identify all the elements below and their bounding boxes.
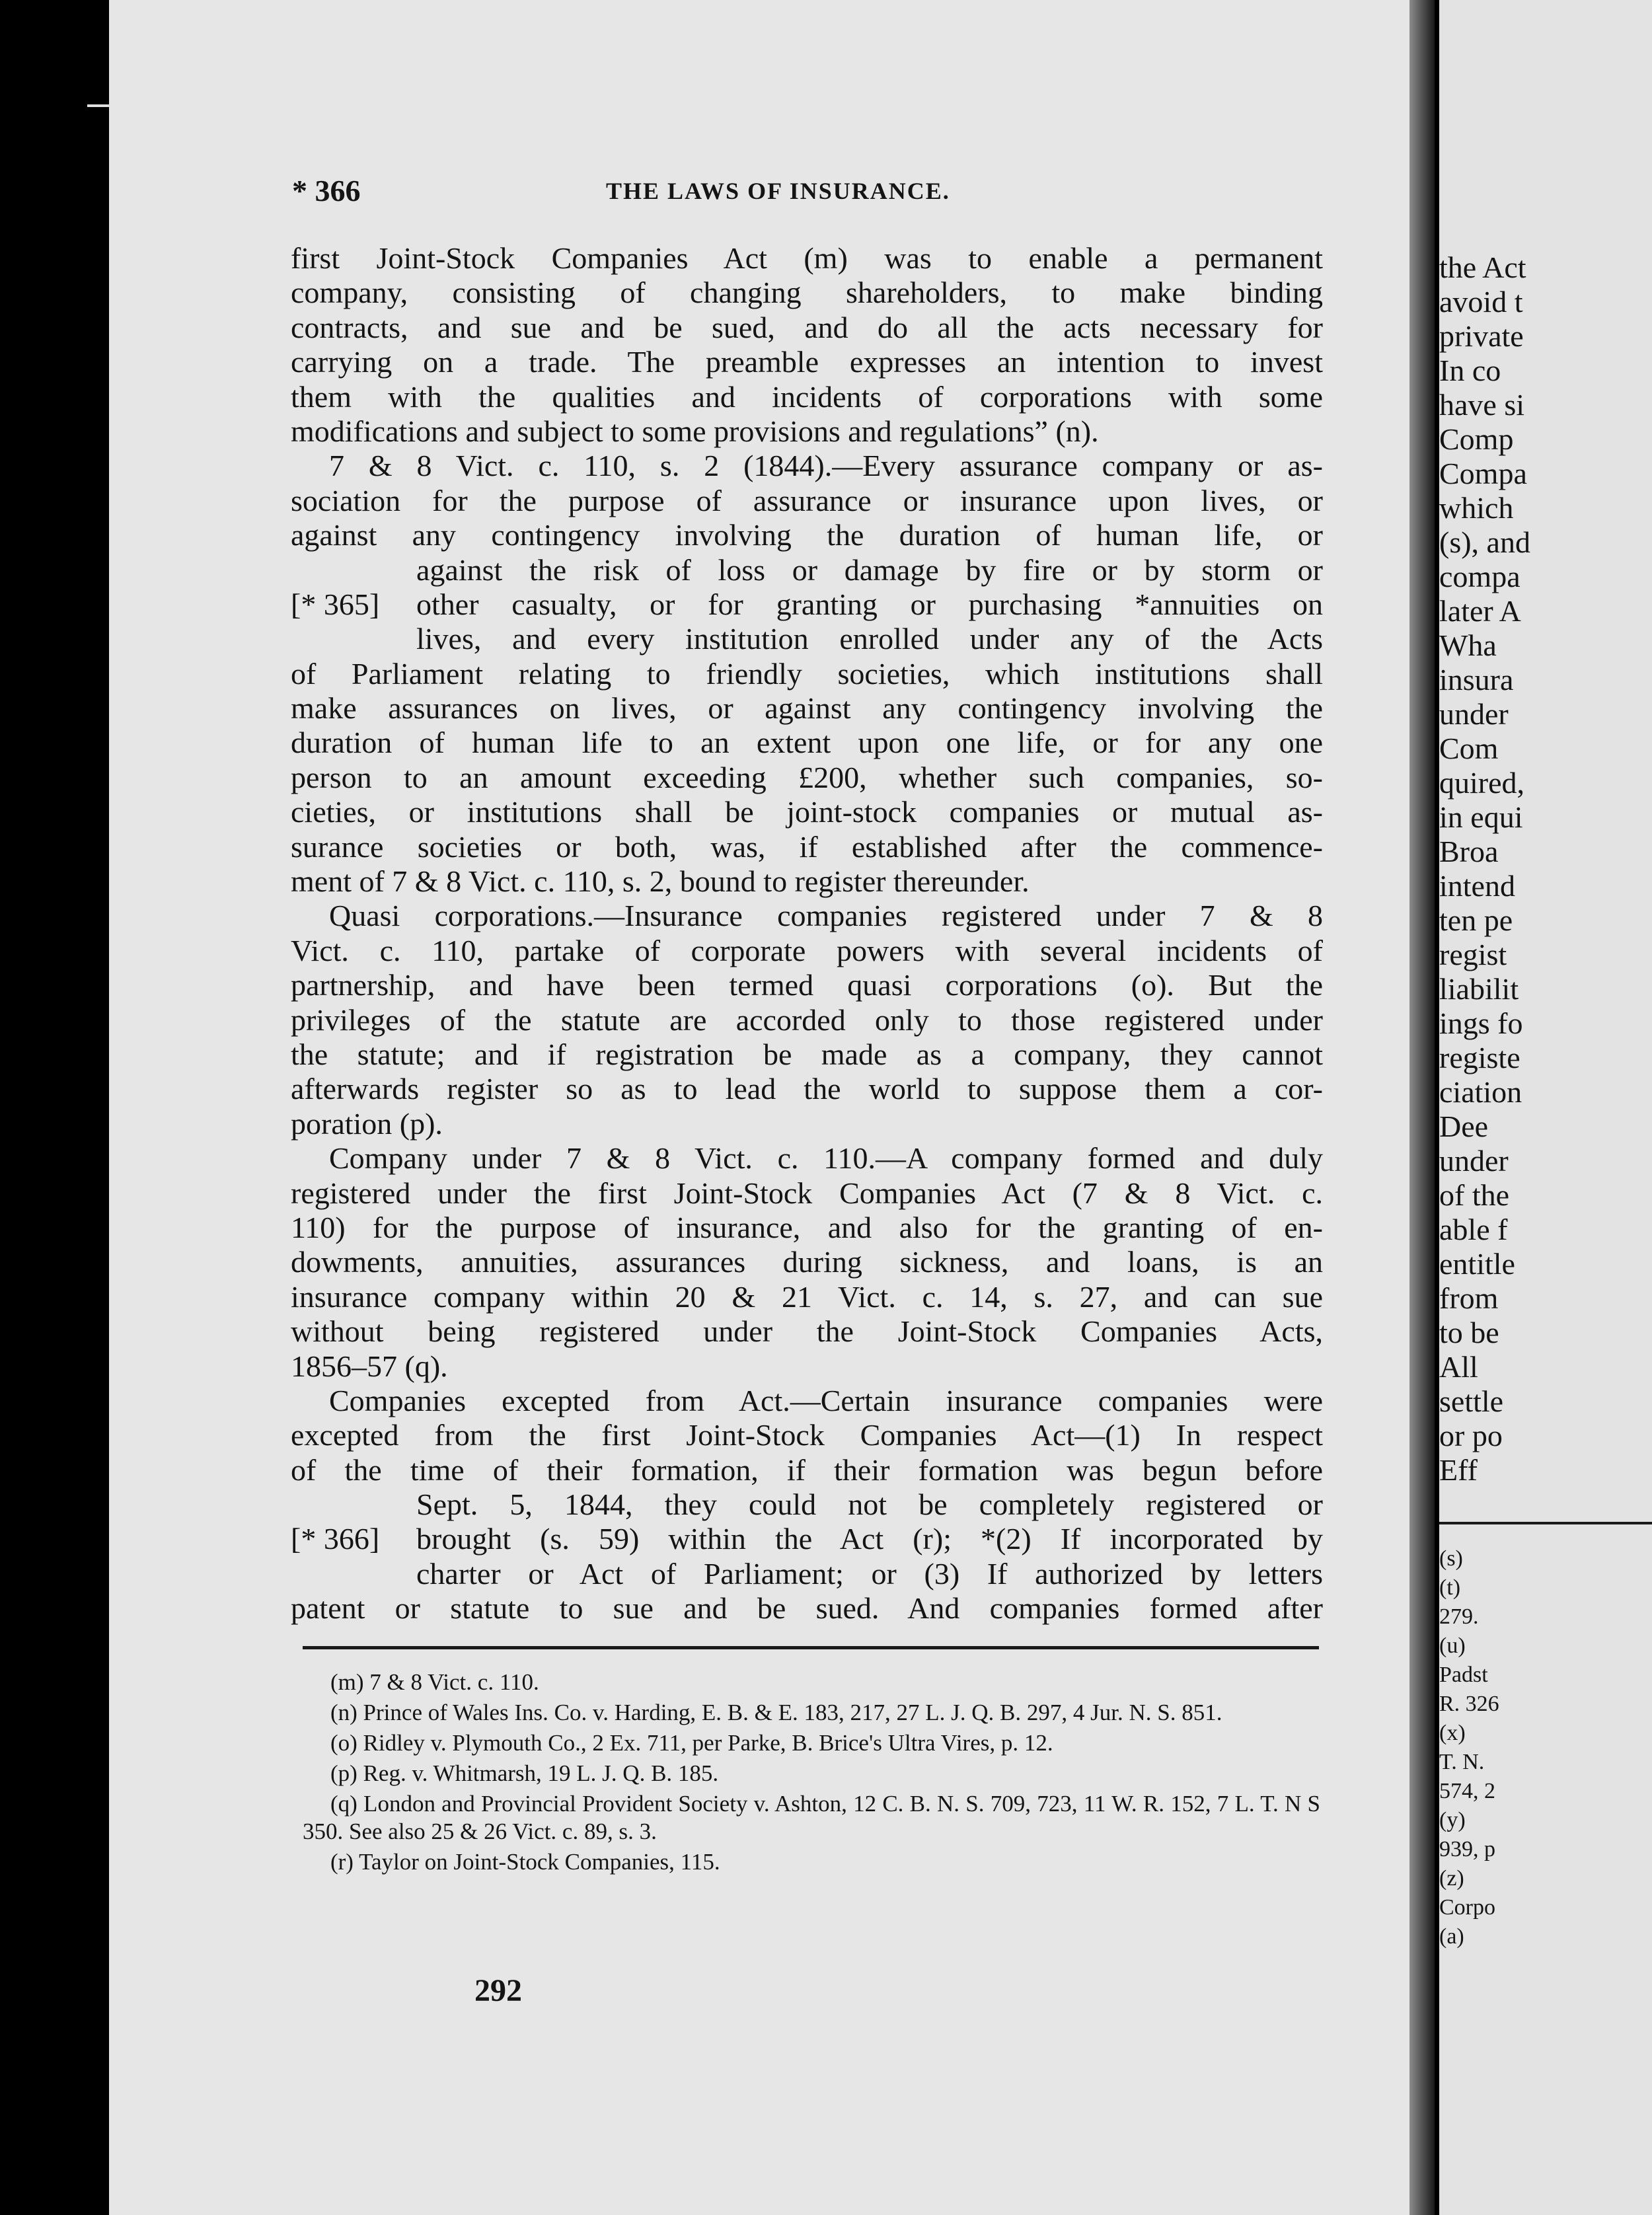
facing-text-line: All <box>1439 1350 1478 1384</box>
facing-text-line: under <box>1439 1144 1509 1178</box>
footnote-divider <box>303 1646 1319 1649</box>
text-line: poration (p). <box>291 1106 443 1141</box>
facing-text-line: which <box>1439 491 1514 525</box>
text-line: registered under the first Joint-Stock Companies Act (7 & 8 Vict. c. <box>291 1176 1323 1210</box>
facing-text-line: Broa <box>1439 835 1499 868</box>
text-line: lives, and every institution enrolled under any of the Acts <box>416 622 1323 656</box>
text-line: duration of human life to an extent upon one life, or for any one <box>291 726 1323 760</box>
text-line: charter or Act of Parliament; or (3) If authorized by letters <box>416 1556 1323 1591</box>
footnote: (o) Ridley v. Plymouth Co., 2 Ex. 711, per Parke, B. Brice's Ultra Vires, p. 12. <box>330 1730 1053 1756</box>
margin-ref: [* 366] <box>291 1522 380 1556</box>
facing-note-line: 939, p <box>1439 1837 1495 1861</box>
body-text <box>291 241 1323 1626</box>
folio-number: 292 <box>474 1973 522 2008</box>
text-line: afterwards register so as to lead the world to suppose them a cor- <box>291 1072 1323 1106</box>
section-heading-line: Company under 7 & 8 Vict. c. 110.—A company formed and duly <box>329 1141 1323 1176</box>
edge-mark <box>87 104 110 107</box>
text-line: dowments, annuities, assurances during sickness, and loans, is an <box>291 1245 1323 1279</box>
facing-text-line: in equi <box>1439 800 1523 834</box>
facing-note-line: (t) <box>1439 1575 1461 1600</box>
facing-note-line: 279. <box>1439 1604 1479 1629</box>
text-line: partnership, and have been termed quasi corporations (o). But the <box>291 968 1323 1002</box>
facing-footnote-divider <box>1439 1522 1652 1524</box>
text-line: 1856–57 (q). <box>291 1349 448 1383</box>
text-line: against any contingency involving the duration of human life, or <box>291 518 1323 552</box>
page-number: * 366 <box>292 174 361 207</box>
facing-text-line: insura <box>1439 663 1514 696</box>
text-line: patent or statute to sue and be sued. And companies formed after <box>291 1591 1323 1626</box>
running-head <box>292 173 1323 219</box>
footnote: (r) Taylor on Joint-Stock Companies, 115. <box>330 1849 720 1875</box>
facing-text-line: the Act <box>1439 250 1526 284</box>
facing-note-line: T. N. <box>1439 1750 1485 1774</box>
text-line: the statute; and if registration be made as a company, they cannot <box>291 1037 1323 1071</box>
facing-note-line: 574, 2 <box>1439 1779 1495 1803</box>
facing-text-line: have si <box>1439 388 1525 422</box>
text-line: 110) for the purpose of insurance, and also for the granting of en- <box>291 1210 1323 1244</box>
section-heading-line: Companies excepted from Act.—Certain insurance companies were <box>329 1383 1323 1417</box>
facing-text-line: able f <box>1439 1213 1508 1246</box>
text-line: of Parliament relating to friendly societies, which institutions shall <box>291 656 1323 691</box>
facing-text-line: later A <box>1439 594 1521 628</box>
text-line: insurance company within 20 & 21 Vict. c. 14, s. 27, and can sue <box>291 1279 1323 1314</box>
facing-text-line: Compa <box>1439 457 1527 490</box>
facing-text-line: ings fo <box>1439 1006 1523 1040</box>
text-line: against the risk of loss or damage by fire or by storm or <box>416 552 1323 587</box>
text-line: ment of 7 & 8 Vict. c. 110, s. 2, bound to register thereunder. <box>291 864 1030 899</box>
facing-text-line: to be <box>1439 1316 1499 1349</box>
facing-text-line: private <box>1439 319 1524 353</box>
text-line: [* 365] other casualty, or for granting or purchasing *annuities on <box>291 587 1323 621</box>
facing-note-line: (a) <box>1439 1924 1464 1949</box>
text-line: [* 366] brought (s. 59) within the Act (r); *(2) If incorporated by <box>291 1522 1323 1556</box>
facing-text-line: (s), and <box>1439 525 1530 559</box>
text-line: contracts, and sue and be sued, and do all the acts necessary for <box>291 310 1323 344</box>
text-line: Vict. c. 110, partake of corporate powers with several incidents of <box>291 933 1323 967</box>
facing-text-line: quired, <box>1439 766 1525 800</box>
footnotes <box>303 1669 1320 1879</box>
text-line: first Joint-Stock Companies Act (m) was to enable a permanent <box>291 241 1323 275</box>
text-line: company, consisting of changing shareholders, to make binding <box>291 276 1323 310</box>
facing-note-line: (x) <box>1439 1721 1466 1745</box>
facing-text-line: registe <box>1439 1041 1521 1074</box>
facing-text-line: settle <box>1439 1384 1504 1418</box>
facing-text-line: avoid t <box>1439 285 1523 319</box>
facing-note-line: (y) <box>1439 1808 1466 1832</box>
facing-note-line: Padst <box>1439 1663 1488 1687</box>
margin-ref: [* 365] <box>291 587 380 621</box>
facing-text-line: Wha <box>1439 628 1497 662</box>
facing-text-line: regist <box>1439 938 1507 971</box>
facing-text-line: entitle <box>1439 1247 1515 1281</box>
text-line: excepted from the first Joint-Stock Companies Act—(1) In respect <box>291 1418 1323 1452</box>
facing-text-line: Com <box>1439 732 1499 765</box>
text-line: them with the qualities and incidents of corporations with some <box>291 379 1323 414</box>
section-heading-line: Quasi corporations.—Insurance companies registered under 7 & 8 <box>329 899 1323 933</box>
facing-text-line: or po <box>1439 1419 1503 1452</box>
text-line: cieties, or institutions shall be joint-stock companies or mutual as- <box>291 795 1323 829</box>
running-title: THE LAWS OF INSURANCE. <box>606 178 950 204</box>
facing-note-line: (u) <box>1439 1633 1466 1658</box>
text-line: person to an amount exceeding £200, whether such companies, so- <box>291 760 1323 794</box>
footnote: (p) Reg. v. Whitmarsh, 19 L. J. Q. B. 185. <box>330 1760 719 1786</box>
footnote: (n) Prince of Wales Ins. Co. v. Harding, E. B. & E. 183, 217, 27 L. J. Q. B. 297, 4 Jur. N. S. 851. <box>330 1700 1222 1725</box>
facing-text-line: In co <box>1439 354 1501 387</box>
text-line: make assurances on lives, or against any contingency involving the <box>291 691 1323 726</box>
text-line: sociation for the purpose of assurance or insurance upon lives, or <box>291 483 1323 517</box>
facing-note-line: R. 326 <box>1439 1692 1499 1716</box>
page-gutter <box>1409 0 1435 2215</box>
facing-text-line: intend <box>1439 869 1515 903</box>
facing-note-line: Corpo <box>1439 1895 1495 1920</box>
facing-text-line: compa <box>1439 560 1521 593</box>
facing-text-line: of the <box>1439 1178 1510 1212</box>
footnote: (q) London and Provincial Provident Society v. Ashton, 12 C. B. N. S. 709, 723, 11 W. R. 152, 7 L. T. N S 350. See also 25 & 26 Vict. c. 89, s. 3. <box>303 1791 1320 1844</box>
text-line: without being registered under the Joint-Stock Companies Acts, <box>291 1314 1323 1349</box>
facing-text-line: under <box>1439 697 1509 731</box>
text-line: privileges of the statute are accorded only to those registered under <box>291 1002 1323 1037</box>
text-line: surance societies or both, was, if established after the commence- <box>291 829 1323 864</box>
facing-text-line: liabilit <box>1439 972 1519 1006</box>
facing-text-line: Dee <box>1439 1109 1489 1143</box>
text-line: modifications and subject to some provisions and regulations” (n). <box>291 414 1099 448</box>
facing-text-line: Comp <box>1439 422 1514 456</box>
text-line: Sept. 5, 1844, they could not be completely registered or <box>416 1487 1323 1522</box>
section-heading-line: 7 & 8 Vict. c. 110, s. 2 (1844).—Every assurance company or as- <box>329 449 1323 483</box>
facing-text-line: from <box>1439 1281 1499 1315</box>
footnote: (m) 7 & 8 Vict. c. 110. <box>330 1669 539 1695</box>
facing-text-line: Eff <box>1439 1453 1478 1487</box>
text-line: carrying on a trade. The preamble expresses an intention to invest <box>291 345 1323 379</box>
facing-note-line: (s) <box>1439 1546 1463 1571</box>
facing-text-line: ten pe <box>1439 903 1513 937</box>
facing-text-line: ciation <box>1439 1075 1522 1109</box>
facing-note-line: (z) <box>1439 1866 1464 1891</box>
text-line: of the time of their formation, if their formation was begun before <box>291 1452 1323 1487</box>
